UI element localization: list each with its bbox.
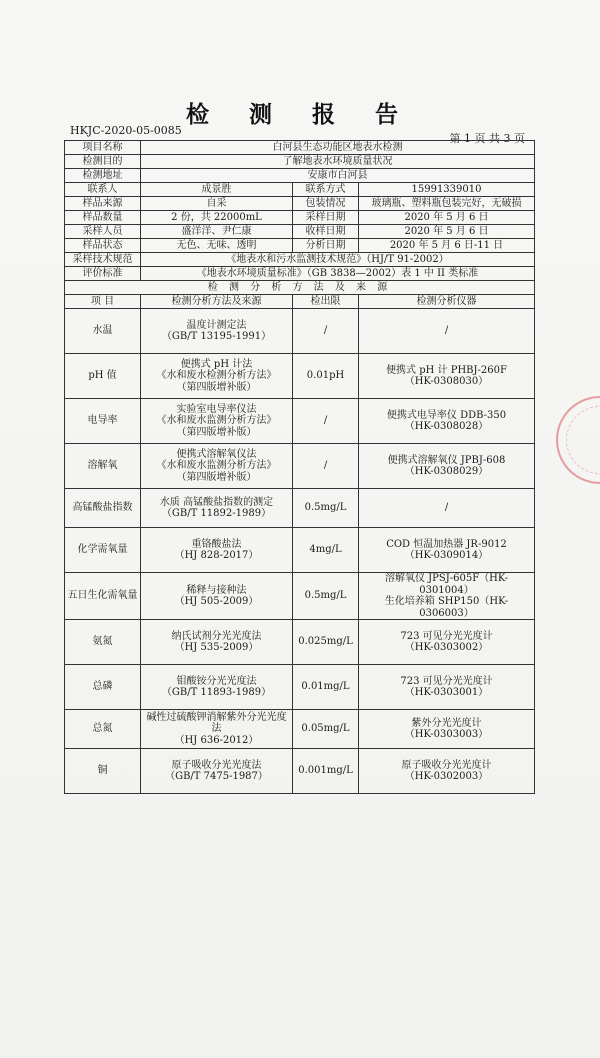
contact-value: 成景胜 <box>141 183 293 197</box>
method-item: 高锰酸盐指数 <box>65 489 141 528</box>
method-description <box>141 354 293 399</box>
instrument-line: 便携式 pH 计 PHBJ-260F <box>386 364 507 376</box>
instrument <box>359 399 535 444</box>
instrument-line: （HK-0308030） <box>404 376 489 387</box>
method-description-line: 温度计测定法 <box>186 319 247 331</box>
instrument <box>359 528 535 573</box>
method-description-line: 水质 高锰酸盐指数的测定 <box>159 496 274 508</box>
receive-date-label: 收样日期 <box>293 225 359 239</box>
method-row <box>65 573 535 620</box>
method-description-line: 纳氏试剂分光光度法 <box>171 630 262 642</box>
col-item-header: 项 目 <box>65 295 141 309</box>
analysis-date-label: 分析日期 <box>293 239 359 253</box>
detection-limit: 0.001mg/L <box>293 749 359 794</box>
method-description-line: 《水和废水监测分析方法》 <box>156 460 277 472</box>
instrument-line: （HK-0303001） <box>404 687 489 698</box>
method-description <box>141 620 293 665</box>
instrument-line: （HK-0303002） <box>404 642 489 653</box>
eval-std-label: 评价标准 <box>65 267 141 281</box>
detection-limit: 0.5mg/L <box>293 573 359 620</box>
sampler-label: 采样人员 <box>65 225 141 239</box>
method-description <box>141 665 293 710</box>
instrument-line: 723 可见分光光度计 <box>400 630 493 642</box>
row-state <box>65 239 535 253</box>
method-row <box>65 710 535 749</box>
page-number: 第 1 页 共 3 页 <box>449 132 525 145</box>
instrument-line: （HK-0309014） <box>404 550 489 561</box>
method-description-line: （第四版增补版） <box>176 381 257 393</box>
method-description-line: （GB/T 11892-1989） <box>161 508 272 519</box>
instrument-line: （HK-0302003） <box>404 771 489 782</box>
address-label: 检测地址 <box>65 169 141 183</box>
method-row <box>65 399 535 444</box>
phone-label: 联系方式 <box>293 183 359 197</box>
method-description-line: 钼酸铵分光光度法 <box>176 675 257 687</box>
detection-limit: 4mg/L <box>293 528 359 573</box>
method-description-line: （HJ 636-2012） <box>174 734 259 746</box>
row-address <box>65 169 535 183</box>
method-rows <box>65 309 535 794</box>
state-label: 样品状态 <box>65 239 141 253</box>
red-seal-inner-ring <box>566 406 600 474</box>
project-name-label: 项目名称 <box>65 141 141 155</box>
quantity-label: 样品数量 <box>65 211 141 225</box>
project-name-value: 白河县生态功能区地表水检测 <box>141 141 535 155</box>
detection-limit: 0.01mg/L <box>293 665 359 710</box>
method-row <box>65 665 535 710</box>
instrument <box>359 620 535 665</box>
method-description-line: （GB/T 11893-1989） <box>161 687 272 698</box>
analysis-date-value: 2020 年 5 月 6 日-11 日 <box>359 239 535 253</box>
row-purpose <box>65 155 535 169</box>
row-section-title <box>65 281 535 295</box>
row-source <box>65 197 535 211</box>
address-value: 安康市白河县 <box>141 169 535 183</box>
instrument-line: 便携式电导率仪 DDB-350 <box>386 409 507 421</box>
method-description <box>141 749 293 794</box>
receive-date-value: 2020 年 5 月 6 日 <box>359 225 535 239</box>
instrument-line: （HK-0308028） <box>404 421 489 432</box>
report-table <box>64 140 535 794</box>
source-label: 样品来源 <box>65 197 141 211</box>
method-row <box>65 309 535 354</box>
instrument-line: 紫外分光光度计 <box>411 717 482 729</box>
instrument-line: COD 恒温加热器 JR-9012 <box>386 538 507 550</box>
detection-limit: / <box>293 399 359 444</box>
methods-section-title: 检 测 分 析 方 法 及 来 源 <box>65 281 535 295</box>
purpose-value: 了解地表水环境质量状况 <box>141 155 535 169</box>
method-description-line: （第四版增补版） <box>176 471 257 483</box>
method-description <box>141 399 293 444</box>
method-description <box>141 444 293 489</box>
method-item: 水温 <box>65 309 141 354</box>
method-description-line: 《水和废水检测分析方法》 <box>156 370 277 382</box>
sampling-spec-value: 《地表水和污水监测技术规范》（HJ/T 91-2002） <box>141 253 535 267</box>
instrument-line: 生化培养箱 SHP150（HK-0306003） <box>384 596 509 619</box>
row-methods-header <box>65 295 535 309</box>
instrument <box>359 573 535 620</box>
instrument-line: （HK-0308029） <box>404 466 489 477</box>
sample-date-label: 采样日期 <box>293 211 359 225</box>
method-description-line: 原子吸收分光光度法 <box>171 759 262 771</box>
col-method-header: 检测分析方法及来源 <box>141 295 293 309</box>
packing-value: 玻璃瓶、塑料瓶包装完好，无破损 <box>359 197 535 211</box>
instrument <box>359 710 535 749</box>
method-description-line: （HJ 828-2017） <box>174 550 259 561</box>
col-limit-header: 检出限 <box>293 295 359 309</box>
method-description-line: 重铬酸盐法 <box>191 538 242 550</box>
sample-date-value: 2020 年 5 月 6 日 <box>359 211 535 225</box>
detection-limit: 0.05mg/L <box>293 710 359 749</box>
row-eval-standard <box>65 267 535 281</box>
method-item: 电导率 <box>65 399 141 444</box>
report-title: 检 测 报 告 <box>185 101 415 128</box>
method-item: 总磷 <box>65 665 141 710</box>
method-row <box>65 620 535 665</box>
instrument-line: / <box>444 502 449 514</box>
detection-limit: 0.5mg/L <box>293 489 359 528</box>
instrument <box>359 665 535 710</box>
method-description <box>141 528 293 573</box>
method-row <box>65 444 535 489</box>
purpose-label: 检测目的 <box>65 155 141 169</box>
row-quantity <box>65 211 535 225</box>
method-description-line: （GB/T 7475-1987） <box>165 771 268 782</box>
detection-limit: 0.025mg/L <box>293 620 359 665</box>
detection-limit: / <box>293 309 359 354</box>
instrument <box>359 444 535 489</box>
method-row <box>65 528 535 573</box>
method-description <box>141 710 293 749</box>
instrument-line: / <box>444 325 449 337</box>
detection-limit: / <box>293 444 359 489</box>
method-item: 五日生化需氧量 <box>65 573 141 620</box>
sampler-value: 盛洋洋、尹仁康 <box>141 225 293 239</box>
method-description-line: 碱性过硫酸钾消解紫外分光光度法 <box>146 711 287 735</box>
red-seal-stamp <box>556 396 600 484</box>
contact-label: 联系人 <box>65 183 141 197</box>
instrument <box>359 489 535 528</box>
eval-std-value: 《地表水环境质量标准》（GB 3838—2002）表 1 中 II 类标准 <box>141 267 535 281</box>
instrument <box>359 354 535 399</box>
method-row <box>65 749 535 794</box>
source-value: 自采 <box>141 197 293 211</box>
instrument-line: 原子吸收分光光度计 <box>401 759 492 771</box>
method-description-line: 稀释与接种法 <box>186 584 247 596</box>
phone-value: 15991339010 <box>359 183 535 197</box>
method-description <box>141 309 293 354</box>
method-description <box>141 573 293 620</box>
row-sampler <box>65 225 535 239</box>
method-item: pH 值 <box>65 354 141 399</box>
method-description-line: （HJ 535-2009） <box>174 642 259 653</box>
method-item: 总氮 <box>65 710 141 749</box>
instrument-line: 溶解氧仪 JPSJ-605F（HK-0301004） <box>384 573 509 596</box>
method-item: 氨氮 <box>65 620 141 665</box>
method-item: 溶解氧 <box>65 444 141 489</box>
detection-limit: 0.01pH <box>293 354 359 399</box>
report-number: HKJC-2020-05-0085 <box>70 124 182 137</box>
state-value: 无色、无味、透明 <box>141 239 293 253</box>
method-description-line: 实验室电导率仪法 <box>176 403 257 415</box>
row-sampling-spec <box>65 253 535 267</box>
method-description <box>141 489 293 528</box>
method-item: 化学需氧量 <box>65 528 141 573</box>
method-description-line: （第四版增补版） <box>176 426 257 438</box>
instrument-line: 便携式溶解氧仪 JPBJ-608 <box>387 454 506 466</box>
packing-label: 包装情况 <box>293 197 359 211</box>
sampling-spec-label: 采样技术规范 <box>65 253 141 267</box>
method-description-line: 《水和废水监测分析方法》 <box>156 415 277 427</box>
row-contact <box>65 183 535 197</box>
col-instrument-header: 检测分析仪器 <box>359 295 535 309</box>
method-row <box>65 489 535 528</box>
instrument-line: 723 可见分光光度计 <box>400 675 493 687</box>
method-row <box>65 354 535 399</box>
method-description-line: （HJ 505-2009） <box>174 596 259 607</box>
row-project-name <box>65 141 535 155</box>
instrument-line: （HK-0303003） <box>404 729 489 740</box>
method-description-line: 便携式溶解氧仪法 <box>176 448 257 460</box>
instrument <box>359 309 535 354</box>
method-description-line: （GB/T 13195-1991） <box>161 331 272 342</box>
instrument <box>359 749 535 794</box>
method-description-line: 便携式 pH 计法 <box>180 358 253 370</box>
method-item: 铜 <box>65 749 141 794</box>
quantity-value: 2 份，共 22000mL <box>141 211 293 225</box>
